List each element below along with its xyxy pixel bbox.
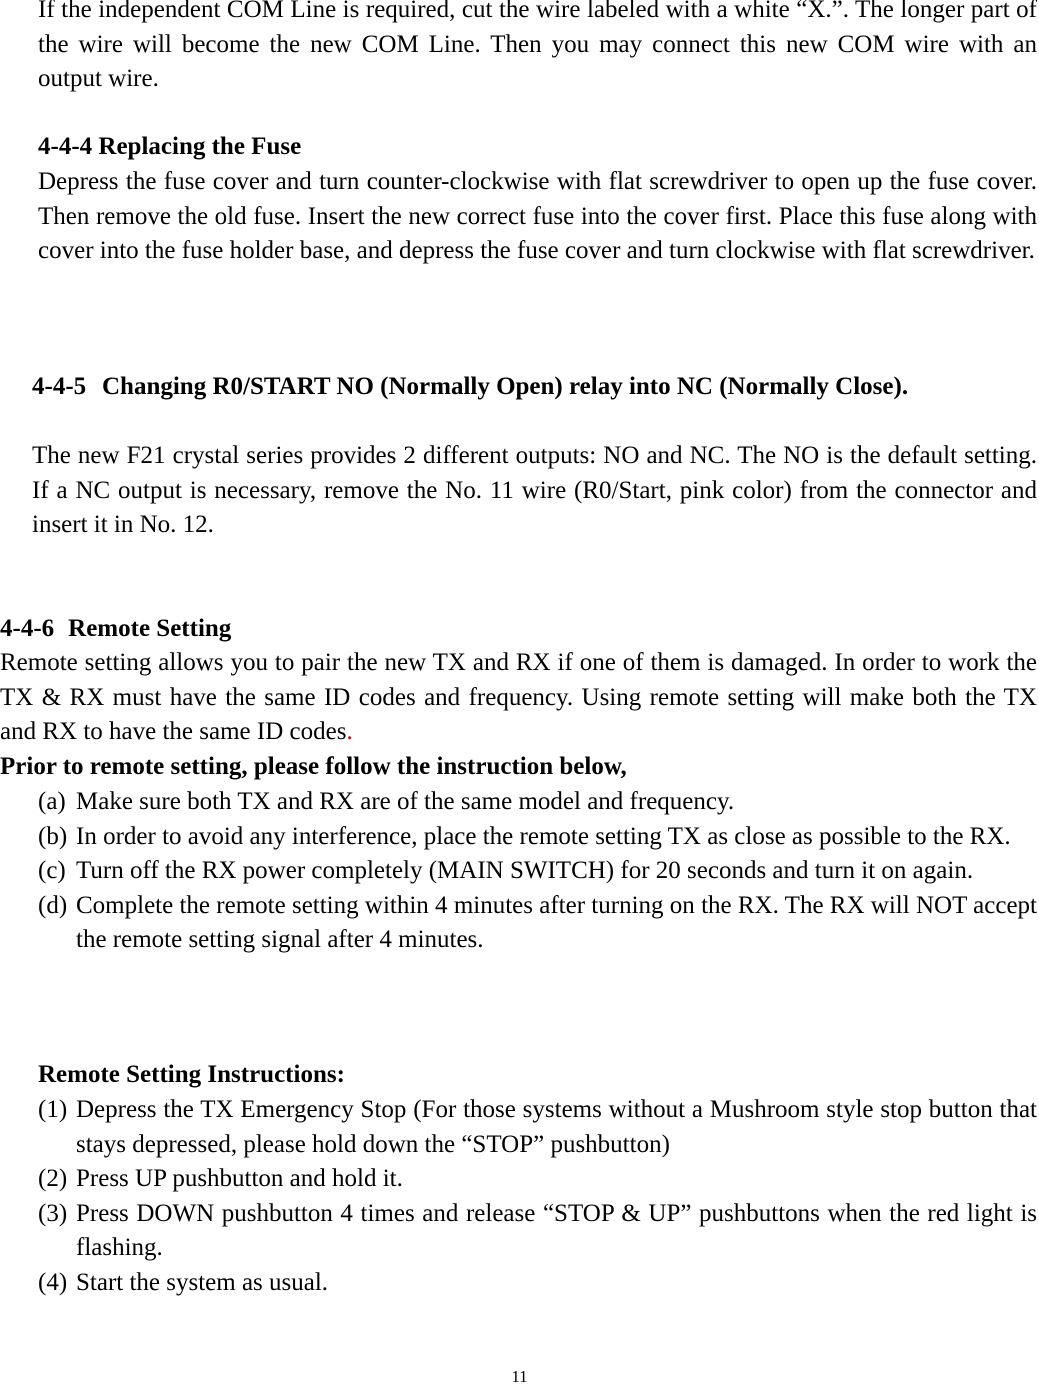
section-446-heading (0, 612, 1000, 647)
list-item (38, 820, 1037, 855)
section-446-body-period: . (346, 718, 353, 745)
list-marker: (d) (38, 891, 68, 919)
prior-heading: Prior to remote setting, please follow the instruction below, (0, 753, 627, 780)
list-marker: (1) (38, 1096, 68, 1123)
list-marker: (2) (38, 1165, 68, 1192)
list-text: Press DOWN pushbutton 4 times and release “STOP & UP” pushbuttons when the red light is flashing. (76, 1199, 1037, 1261)
section-445-title: Changing R0/START NO (Normally Open) relay into NC (Normally Close). (102, 373, 909, 400)
list-text: Turn off the RX power completely (MAIN SWITCH) for 20 seconds and turn it on again. (76, 857, 974, 884)
list-marker: (a) (38, 788, 66, 815)
list-item (38, 854, 1037, 889)
list-text: Press UP pushbutton and hold it. (76, 1165, 403, 1192)
list-item (38, 889, 1037, 958)
instructions-heading: Remote Setting Instructions: (38, 1061, 345, 1088)
list-marker: (b) (38, 822, 68, 850)
prior-list (38, 785, 1037, 958)
com-line-paragraph: If the independent COM Line is required, cut the wire labeled with a white “X.”. The longer part of the wire will become the new COM Line. Then you may connect this new COM wire with an output wire. (38, 0, 1037, 92)
section-445-heading (32, 370, 992, 405)
list-item (38, 1197, 1037, 1266)
page-number: 11 (511, 1367, 528, 1386)
list-item (38, 1093, 1037, 1162)
list-item (38, 1162, 1037, 1197)
list-marker: (3) (38, 1199, 68, 1227)
section-444-body: Depress the fuse cover and turn counter-clockwise with flat screwdriver to open up the fuse cover. Then remove the old fuse. Insert the new correct fuse into the cover first. Place this fuse along with cover into the fuse holder base, and depress the fuse cover and turn clockwise with flat screwdriver. (38, 168, 1037, 264)
section-446-title: Remote Setting (68, 615, 232, 642)
section-446-body (0, 646, 1037, 750)
section-445-body: The new F21 crystal series provides 2 different outputs: NO and NC. The NO is the default setting. If a NC output is necessary, remove the No. 11 wire (R0/Start, pink color) from the connector and insert it in No. 12. (32, 442, 1037, 538)
section-445-number: 4-4-5 (32, 373, 87, 400)
instructions-list (38, 1093, 1037, 1300)
section-446-body-text: Remote setting allows you to pair the new TX and RX if one of them is damaged. In order to work the TX & RX must have the same ID codes and frequency. Using remote setting will make both the TX and RX to have the same ID codes (0, 649, 1037, 745)
list-text: Complete the remote setting within 4 minutes after turning on the RX. The RX will NOT accept the remote setting signal after 4 minutes. (76, 891, 1037, 953)
section-444-heading: 4-4-4 Replacing the Fuse (38, 133, 302, 160)
list-marker: (4) (38, 1268, 68, 1296)
list-marker: (c) (38, 857, 66, 884)
section-446-number: 4-4-6 (0, 615, 55, 642)
list-item (38, 1266, 1037, 1301)
list-text: Depress the TX Emergency Stop (For those systems without a Mushroom style stop button that stays depressed, please hold down the “STOP” pushbutton) (76, 1096, 1037, 1158)
list-item (38, 785, 1037, 820)
list-text: Make sure both TX and RX are of the same model and frequency. (76, 788, 735, 815)
list-text: Start the system as usual. (76, 1268, 329, 1296)
list-text: In order to avoid any interference, place the remote setting TX as close as possible to the RX. (76, 822, 1011, 850)
